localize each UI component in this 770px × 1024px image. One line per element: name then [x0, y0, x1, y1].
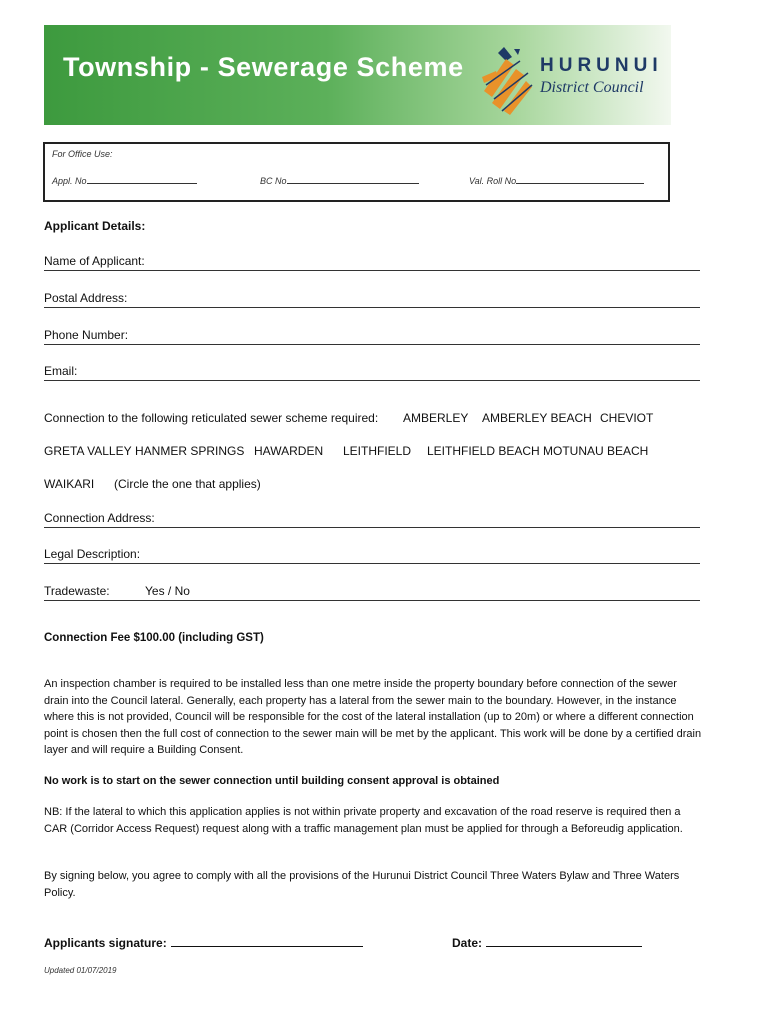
header-banner	[44, 25, 671, 125]
scheme-option-leithfield-beach[interactable]: LEITHFIELD BEACH	[427, 444, 540, 458]
phone-number-field[interactable]	[44, 344, 700, 345]
signature-field[interactable]	[171, 935, 363, 947]
scheme-option-amberley[interactable]: AMBERLEY	[403, 411, 469, 425]
connection-address-label: Connection Address:	[44, 511, 155, 525]
applicant-name-field[interactable]	[44, 270, 700, 271]
tradewaste-field	[44, 600, 700, 601]
inspection-paragraph: An inspection chamber is required to be installed less than one metre inside the property boundary before connection of the sewer drain into the Council lateral. Generally, each property has a lateral from the sewer main to the boundary. However, in the instance where this is not provided, Council will be responsible for the cost of the lateral installation (up to 20m) or where a different connection point is chosen then the full cost of connection to the sewer main will be met by the applicant. This work will be done by a certified drain layer and will require a Building Consent.	[44, 678, 702, 756]
appl-no-label: Appl. No	[52, 176, 87, 186]
scheme-option-greta-valley[interactable]: GRETA VALLEY	[44, 444, 132, 458]
legal-description-label: Legal Description:	[44, 547, 141, 561]
date-field[interactable]	[486, 935, 642, 947]
date-row	[452, 935, 642, 952]
postal-address-field[interactable]	[44, 307, 700, 308]
scheme-option-hawarden[interactable]: HAWARDEN	[254, 444, 324, 458]
phone-number-label: Phone Number:	[44, 328, 129, 342]
nb-paragraph: NB: If the lateral to which this application applies is not within private property and excavation of the road reserve is required then a CAR (Corridor Access Request) request along with a traffic management plan must be applied for through a Beforeudig application.	[44, 806, 683, 835]
date-label: Date:	[452, 936, 483, 950]
tradewaste-options[interactable]: Yes / No	[145, 584, 190, 598]
council-logo	[476, 41, 671, 117]
scheme-option-waikari[interactable]: WAIKARI	[44, 477, 95, 491]
applicant-name-label: Name of Applicant:	[44, 254, 145, 268]
updated-date: Updated 01/07/2019	[44, 966, 117, 975]
no-work-notice: No work is to start on the sewer connection until building consent approval is obtained	[44, 775, 500, 787]
connection-address-field[interactable]	[44, 527, 700, 528]
val-roll-no-field[interactable]	[469, 175, 644, 186]
email-label: Email:	[44, 364, 78, 378]
council-logo-subtitle: District Council	[540, 79, 644, 96]
val-roll-no-label: Val. Roll No	[469, 176, 517, 186]
scheme-option-cheviot[interactable]: CHEVIOT	[600, 411, 654, 425]
agreement-paragraph: By signing below, you agree to comply with all the provisions of the Hurunui District Council Three Waters Bylaw and Three Waters Policy.	[44, 870, 680, 899]
office-use-label: For Office Use:	[52, 149, 113, 159]
connection-fee: Connection Fee $100.00 (including GST)	[44, 632, 264, 644]
bc-no-field[interactable]	[260, 175, 419, 186]
scheme-intro: Connection to the following reticulated sewer scheme required:	[44, 411, 379, 425]
legal-description-field[interactable]	[44, 563, 700, 564]
council-logo-name: HURUNUI	[540, 55, 663, 76]
page-title: Township - Sewerage Scheme	[63, 52, 464, 82]
signature-label: Applicants signature:	[44, 936, 167, 950]
office-use-box	[43, 142, 670, 202]
appl-no-field[interactable]	[52, 175, 197, 186]
signature-row	[44, 935, 363, 952]
scheme-option-leithfield[interactable]: LEITHFIELD	[343, 444, 412, 458]
scheme-option-hanmer-springs[interactable]: HANMER SPRINGS	[135, 444, 245, 458]
scheme-option-amberley-beach[interactable]: AMBERLEY BEACH	[482, 411, 592, 425]
applicant-details-heading: Applicant Details:	[44, 219, 146, 233]
email-field[interactable]	[44, 380, 700, 381]
circle-note: (Circle the one that applies)	[114, 477, 261, 491]
tradewaste-label: Tradewaste:	[44, 584, 110, 598]
scheme-option-motunau-beach[interactable]: MOTUNAU BEACH	[543, 444, 649, 458]
postal-address-label: Postal Address:	[44, 291, 128, 305]
council-logo-icon	[476, 41, 536, 117]
bc-no-label: BC No	[260, 176, 287, 186]
